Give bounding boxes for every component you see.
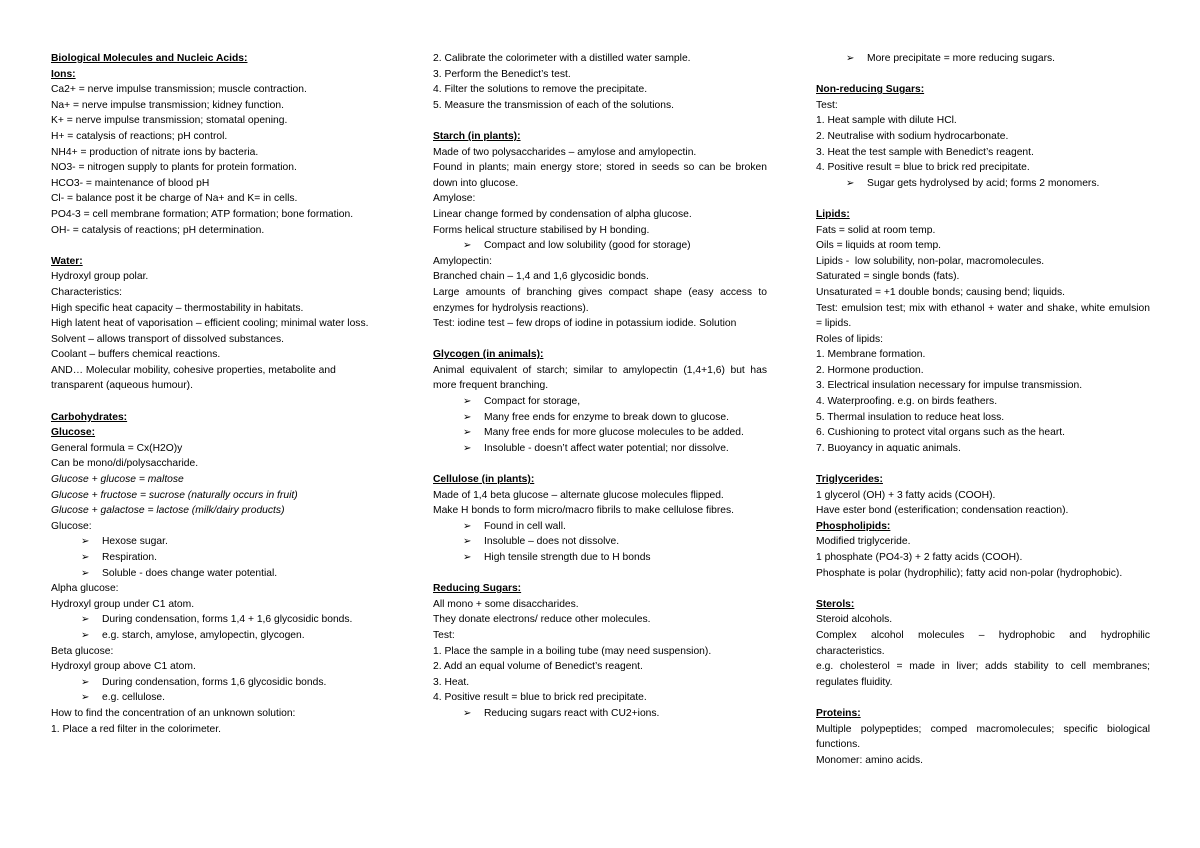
note-line: Glucose + fructose = sucrose (naturally occurs in fruit)	[51, 489, 298, 501]
note-line: Complex alcohol molecules – hydrophobic and hydrophilic characteristics.	[816, 629, 1153, 657]
note-line: Animal equivalent of starch; similar to amylopectin (1,4+1,6) but has more frequent branching.	[433, 364, 770, 392]
note-line: Found in plants; main energy store; stored in seeds so can be broken down into glucose.	[433, 162, 770, 189]
bullet-text: Compact for storage,	[484, 396, 581, 408]
note-line: How to find the concentration of an unknown solution:	[51, 707, 296, 719]
blank-line	[816, 67, 1150, 83]
section-heading: Proteins:	[816, 707, 861, 719]
note-line: OH- = catalysis of reactions; pH determination.	[51, 224, 265, 236]
blank-line	[51, 394, 385, 410]
note-line: Forms helical structure stabilised by H bonding.	[433, 224, 650, 236]
bullet-item	[433, 425, 767, 441]
note-line: Beta glucose:	[51, 645, 114, 657]
note-line: Make H bonds to form micro/macro fibrils to make cellulose fibres.	[433, 505, 734, 517]
note-line: Made of 1,4 beta glucose – alternate glucose molecules flipped.	[433, 489, 724, 501]
note-line: NH4+ = production of nitrate ions by bacteria.	[51, 146, 259, 158]
arrow-bullet-icon: ➢	[463, 411, 472, 423]
arrow-bullet-icon: ➢	[81, 614, 90, 626]
note-line: Can be mono/di/polysaccharide.	[51, 458, 199, 470]
arrow-bullet-icon: ➢	[463, 520, 472, 532]
bullet-text: Hexose sugar.	[102, 536, 168, 548]
arrow-bullet-icon: ➢	[81, 676, 90, 688]
note-line: Na+ = nerve impulse transmission; kidney function.	[51, 99, 284, 111]
arrow-bullet-icon: ➢	[81, 629, 90, 641]
bullet-item	[433, 706, 767, 722]
note-line: 1. Place a red filter in the colorimeter.	[51, 723, 221, 735]
bullet-text: Insoluble - doesn’t affect water potential; nor dissolve.	[484, 442, 729, 454]
bullet-item	[433, 238, 767, 254]
bullet-text: Compact and low solubility (good for storage)	[484, 240, 691, 252]
bullet-item	[433, 534, 767, 550]
note-line: 4. Waterproofing. e.g. on birds feathers.	[816, 396, 998, 408]
bullet-text: Insoluble – does not dissolve.	[484, 536, 620, 548]
note-line: They donate electrons/ reduce other molecules.	[433, 614, 651, 626]
bullet-item	[816, 51, 1150, 67]
arrow-bullet-icon: ➢	[463, 536, 472, 548]
note-line: Saturated = single bonds (fats).	[816, 271, 960, 283]
section-heading: Triglycerides:	[816, 474, 883, 486]
note-line: Fats = solid at room temp.	[816, 224, 936, 236]
note-line: Oils = liquids at room temp.	[816, 240, 942, 252]
bullet-text: Sugar gets hydrolysed by acid; forms 2 monomers.	[867, 177, 1100, 189]
bullet-text: During condensation, forms 1,6 glycosidic bonds.	[102, 676, 327, 688]
note-line: Branched chain – 1,4 and 1,6 glycosidic bonds.	[433, 271, 649, 283]
note-line: 2. Hormone production.	[816, 364, 924, 376]
note-line: Lipids - low solubility, non-polar, macromolecules.	[816, 255, 1045, 267]
bullet-item	[433, 550, 767, 566]
bullet-item	[51, 628, 385, 644]
note-line: 5. Thermal insulation to reduce heat loss.	[816, 411, 1005, 423]
note-line: Glucose + glucose = maltose	[51, 474, 184, 486]
note-line: Made of two polysaccharides – amylose and amylopectin.	[433, 146, 697, 158]
note-line: Unsaturated = +1 double bonds; causing bend; liquids.	[816, 286, 1066, 298]
section-heading: Sterols:	[816, 598, 855, 610]
bullet-text: e.g. starch, amylose, amylopectin, glycogen.	[102, 629, 305, 641]
note-line: 3. Heat.	[433, 676, 470, 688]
note-line: Ca2+ = nerve impulse transmission; muscle contraction.	[51, 84, 307, 96]
notes-column-2	[433, 51, 770, 722]
note-line: 4. Positive result = blue to brick red precipitate.	[433, 692, 647, 704]
arrow-bullet-icon: ➢	[463, 240, 472, 252]
note-line: Monomer: amino acids.	[816, 754, 924, 766]
note-line: Test:	[816, 99, 838, 111]
note-line: 3. Heat the test sample with Benedict’s reagent.	[816, 146, 1034, 158]
section-heading: Biological Molecules and Nucleic Acids:	[51, 53, 248, 64]
arrow-bullet-icon: ➢	[846, 177, 855, 189]
section-heading: Glucose:	[51, 427, 96, 439]
section-heading: Phospholipids:	[816, 520, 891, 532]
bullet-text: Respiration.	[102, 552, 157, 563]
note-line: High latent heat of vaporisation – efficient cooling; minimal water loss.	[51, 318, 369, 330]
note-line: High specific heat capacity – thermostability in habitats.	[51, 302, 304, 314]
note-line: Linear change formed by condensation of alpha glucose.	[433, 208, 692, 220]
note-line: Test: emulsion test; mix with ethanol + water and shake, white emulsion = lipids.	[816, 302, 1153, 330]
section-heading: Starch (in plants):	[433, 130, 521, 142]
note-line: 1. Heat sample with dilute HCl.	[816, 115, 957, 127]
note-line: Glucose + galactose = lactose (milk/dairy products)	[51, 505, 285, 517]
note-line: 7. Buoyancy in aquatic animals.	[816, 442, 961, 454]
note-line: Coolant – buffers chemical reactions.	[51, 349, 221, 361]
arrow-bullet-icon: ➢	[81, 567, 90, 579]
note-line: e.g. cholesterol = made in liver; adds stability to cell membranes; regulates fluidity.	[816, 661, 1153, 688]
bullet-item	[433, 519, 767, 535]
note-line: 2. Add an equal volume of Benedict’s reagent.	[433, 661, 643, 673]
note-line: Glucose:	[51, 520, 92, 532]
bullet-text: e.g. cellulose.	[102, 692, 165, 704]
note-line: General formula = Cx(H2O)y	[51, 442, 183, 454]
note-line: Roles of lipids:	[816, 333, 883, 345]
note-line: Phosphate is polar (hydrophilic); fatty acid non-polar (hydrophobic).	[816, 567, 1123, 579]
bullet-item	[433, 441, 767, 457]
blank-line	[816, 191, 1150, 207]
note-line: NO3- = nitrogen supply to plants for protein formation.	[51, 162, 297, 174]
bullet-item	[51, 534, 385, 550]
note-line: 1 phosphate (PO4-3) + 2 fatty acids (COOH).	[816, 552, 1023, 563]
bullet-text: Many free ends for more glucose molecules to be added.	[484, 427, 744, 439]
note-line: 3. Perform the Benedict’s test.	[433, 68, 571, 80]
section-heading: Cellulose (in plants):	[433, 474, 535, 486]
notes-column-3	[816, 51, 1153, 768]
bullet-text: Many free ends for enzyme to break down to glucose.	[484, 411, 729, 423]
section-heading: Non-reducing Sugars:	[816, 84, 925, 96]
note-line: Solvent – allows transport of dissolved substances.	[51, 333, 284, 345]
arrow-bullet-icon: ➢	[463, 707, 472, 719]
section-heading: Lipids:	[816, 208, 850, 220]
note-line: Test: iodine test – few drops of iodine in potassium iodide. Solution	[433, 318, 737, 330]
note-line: AND… Molecular mobility, cohesive properties, metabolite and transparent (aqueous humour).	[51, 364, 339, 392]
note-line: 4. Positive result = blue to brick red precipitate.	[816, 162, 1030, 174]
blank-line	[51, 238, 385, 254]
note-line: PO4-3 = cell membrane formation; ATP formation; bone formation.	[51, 208, 354, 220]
arrow-bullet-icon: ➢	[81, 536, 90, 548]
blank-line	[816, 690, 1150, 706]
note-line: 3. Electrical insulation necessary for impulse transmission.	[816, 380, 1083, 392]
note-line: 5. Measure the transmission of each of the solutions.	[433, 99, 674, 111]
bullet-text: During condensation, forms 1,4 + 1,6 glycosidic bonds.	[102, 614, 353, 626]
section-heading: Water:	[51, 255, 83, 267]
bullet-text: More precipitate = more reducing sugars.	[867, 53, 1056, 64]
arrow-bullet-icon: ➢	[463, 427, 472, 439]
note-line: 1. Place the sample in a boiling tube (may need suspension).	[433, 645, 712, 657]
note-line: All mono + some disaccharides.	[433, 598, 579, 610]
note-line: HCO3- = maintenance of blood pH	[51, 177, 210, 189]
bullet-item	[816, 176, 1150, 192]
blank-line	[433, 566, 767, 582]
blank-line	[433, 456, 767, 472]
bullet-item	[51, 550, 385, 566]
notes-column-1	[51, 51, 385, 737]
section-heading: Glycogen (in animals):	[433, 349, 544, 361]
arrow-bullet-icon: ➢	[463, 396, 472, 408]
note-line: Have ester bond (esterification; condensation reaction).	[816, 505, 1069, 517]
bullet-item	[51, 690, 385, 706]
bullet-item	[51, 675, 385, 691]
bullet-item	[51, 612, 385, 628]
bullet-text: Soluble - does change water potential.	[102, 567, 278, 579]
note-line: Modified triglyceride.	[816, 536, 911, 548]
section-heading: Carbohydrates:	[51, 411, 128, 423]
note-line: Characteristics:	[51, 286, 122, 298]
note-line: Hydroxyl group above C1 atom.	[51, 661, 196, 673]
note-line: 6. Cushioning to protect vital organs such as the heart.	[816, 427, 1065, 439]
note-line: 2. Calibrate the colorimeter with a distilled water sample.	[433, 53, 691, 64]
note-line: Test:	[433, 629, 455, 641]
arrow-bullet-icon: ➢	[81, 552, 90, 563]
bullet-text: High tensile strength due to H bonds	[484, 552, 651, 563]
arrow-bullet-icon: ➢	[846, 53, 855, 64]
bullet-item	[433, 410, 767, 426]
note-line: Alpha glucose:	[51, 583, 119, 595]
section-heading: Reducing Sugars:	[433, 583, 522, 595]
note-line: H+ = catalysis of reactions; pH control.	[51, 130, 228, 142]
note-line: Steroid alcohols.	[816, 614, 893, 626]
note-line: Large amounts of branching gives compact shape (easy access to enzymes for hydrolysis reactions).	[433, 286, 770, 314]
note-line: Hydroxyl group polar.	[51, 271, 149, 283]
bullet-text: Found in cell wall.	[484, 520, 566, 532]
arrow-bullet-icon: ➢	[81, 692, 90, 704]
blank-line	[433, 113, 767, 129]
arrow-bullet-icon: ➢	[463, 442, 472, 454]
note-line: K+ = nerve impulse transmission; stomatal opening.	[51, 115, 288, 127]
note-line: Hydroxyl group under C1 atom.	[51, 598, 195, 610]
note-line: Cl- = balance post it be charge of Na+ and K= in cells.	[51, 193, 298, 205]
bullet-text: Reducing sugars react with CU2+ions.	[484, 707, 660, 719]
note-line: Multiple polypeptides; comped macromolecules; specific biological functions.	[816, 723, 1153, 751]
note-line: 2. Neutralise with sodium hydrocarbonate.	[816, 130, 1009, 142]
blank-line	[816, 581, 1150, 597]
note-line: Amylose:	[433, 193, 476, 205]
blank-line	[816, 456, 1150, 472]
note-line: 1 glycerol (OH) + 3 fatty acids (COOH).	[816, 489, 996, 501]
note-line: 4. Filter the solutions to remove the precipitate.	[433, 84, 648, 96]
arrow-bullet-icon: ➢	[463, 552, 472, 563]
note-line: Amylopectin:	[433, 255, 492, 267]
bullet-item	[433, 394, 767, 410]
bullet-item	[51, 566, 385, 582]
section-heading: Ions:	[51, 68, 76, 80]
note-line: 1. Membrane formation.	[816, 349, 926, 361]
blank-line	[433, 332, 767, 348]
